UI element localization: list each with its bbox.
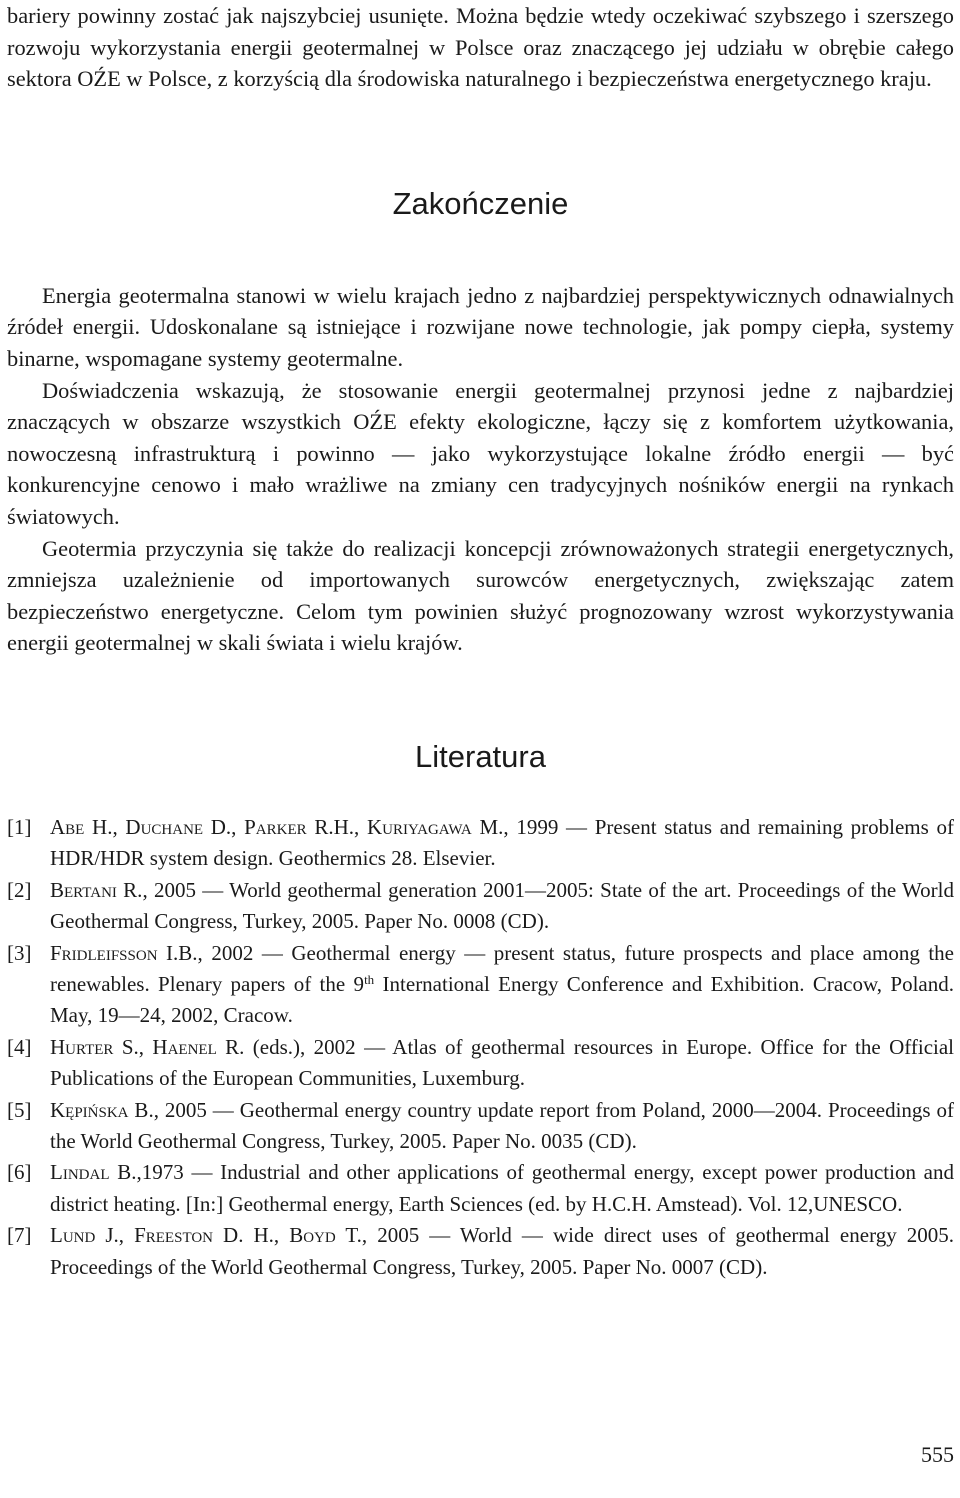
reference-authors: Lindal B. xyxy=(50,1160,137,1185)
reference-item xyxy=(7,1032,954,1095)
reference-authors: Abe H., Duchane D., Parker R.H., Kuriyagawa M. xyxy=(50,814,504,839)
reference-details-continued: International Energy Conference and Exhibition. Cracow, Poland. May, 19—24, 2002, Cracow. xyxy=(50,971,954,1028)
reference-details: (eds.), 2002 — Atlas of geothermal resources in Europe. Office for the Official Publications of the European Communities, Luxemburg. xyxy=(50,1034,954,1091)
reference-authors: Lund J., Freeston D. H., Boyd T. xyxy=(50,1223,362,1248)
reference-authors: Bertani R. xyxy=(50,877,143,902)
reference-number: [5] xyxy=(7,1097,32,1122)
reference-details: , 2005 — World — wide direct uses of geothermal energy 2005. Proceedings of the World Geothermal Congress, Turkey, 2005. Paper No. 0007 (CD). xyxy=(50,1223,954,1279)
reference-item xyxy=(7,1095,954,1158)
reference-item xyxy=(7,1220,954,1283)
reference-list xyxy=(7,812,954,1283)
reference-item xyxy=(7,938,954,1032)
page-number: 555 xyxy=(921,1442,954,1467)
reference-number: [6] xyxy=(7,1160,32,1185)
reference-number: [7] xyxy=(7,1223,32,1248)
conclusion-heading: Zakończenie xyxy=(392,185,569,221)
literature-heading: Literatura xyxy=(415,738,546,774)
reference-number: [4] xyxy=(7,1034,32,1059)
conclusion-paragraph-3: Geotermia przyczynia się także do realizacji koncepcji zrównoważonych strategii energetycznych, zmniejsza uzależnienie od importowanych surowców energetycznych, zwiększając zatem bezpieczeństwo energetyczne. Celom tym powinien służyć prognozowany wzrost wykorzystywania energii geotermalnej w skali świata i wielu krajów. xyxy=(7,535,954,656)
reference-details: , 2005 — Geothermal energy country update report from Poland, 2000—2004. Proceedings of the World Geothermal Congress, Turkey, 2005. Paper No. 0035 (CD). xyxy=(50,1097,955,1153)
reference-superscript: th xyxy=(364,971,375,987)
reference-details: ,1973 — Industrial and other applications of geothermal energy, except power production and district heating. [In:] Geothermal energy, Earth Sciences (ed. by H.C.H. Amstead). Vol. 12,UNESCO. xyxy=(50,1160,954,1216)
reference-number: [1] xyxy=(7,814,32,839)
intro-paragraph: bariery powinny zostać jak najszybciej usunięte. Można będzie wtedy oczekiwać szybszego i szerszego rozwoju wykorzystania energii geotermalnej w Polsce oraz znaczącego jej udziału w obrębie całego sektora OŹE w Polsce, z korzyścią dla środowiska naturalnego i bezpieczeństwa energetycznego kraju. xyxy=(7,3,954,92)
reference-item xyxy=(7,1157,954,1220)
reference-details: , 1999 — Present status and remaining problems of HDR/HDR system design. Geothermics 28. Elsevier. xyxy=(50,814,955,871)
reference-details: , 2005 — World geothermal generation 2001—2005: State of the art. Proceedings of the World Geothermal Congress, Turkey, 2005. Paper No. 0008 (CD). xyxy=(50,877,955,934)
reference-authors: Hurter S., Haenel R. xyxy=(50,1034,245,1059)
reference-authors: Fridleifsson I.B. xyxy=(50,940,198,965)
reference-number: [3] xyxy=(7,940,32,965)
reference-authors: Kępińska B. xyxy=(50,1097,154,1122)
page xyxy=(7,0,954,1283)
reference-details: , 2002 — Geothermal energy — present status, future prospects and place among the renewables. Plenary papers of the 9 xyxy=(50,940,954,996)
reference-number: [2] xyxy=(7,877,32,902)
reference-item xyxy=(7,812,954,875)
conclusion-paragraph-2: Doświadczenia wskazują, że stosowanie energii geotermalnej przynosi jedne z najbardziej znaczących w obszarze wszystkich OŹE efekty ekologiczne, łączy się z komfortem użytkowania, nowoczesną infrastrukturą i powinno — jako wykorzystujące lokalne źródło energii — być konkurencyjne cenowo i mało wrażliwe na zmiany cen tradycyjnych nośników energii na rynkach światowych. xyxy=(7,377,954,529)
conclusion-paragraph-1: Energia geotermalna stanowi w wielu krajach jedno z najbardziej perspektywicznych odnawialnych źródeł energii. Udoskonalane są istniejące i rozwijane nowe technologie, jak pompy ciepła, systemy binarne, wspomagane systemy geotermalne. xyxy=(7,282,954,371)
reference-item xyxy=(7,875,954,938)
